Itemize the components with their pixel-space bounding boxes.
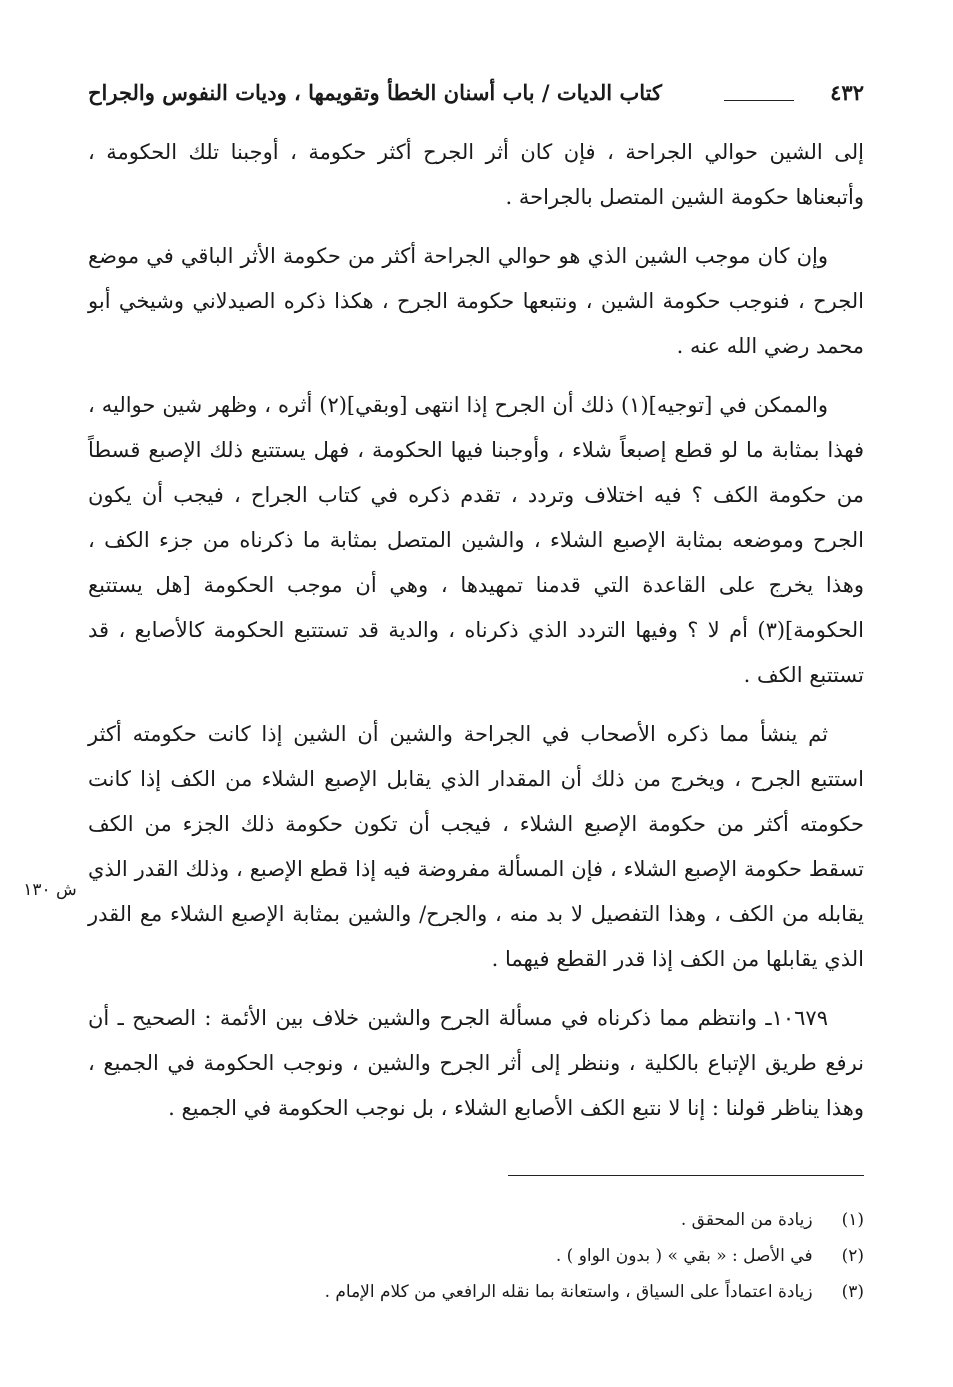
footnote-text: زيادة من المحقق . <box>680 1210 813 1230</box>
footnote-3 <box>88 1274 864 1310</box>
footnote-text: في الأصل : « بقي » ( بدون الواو ) . <box>555 1246 813 1266</box>
paragraph-4: ثم ينشأ مما ذكره الأصحاب في الجراحة والشين أن الشين إذا كانت حكومته أكثر استتبع الجرح ، ويخرج من ذلك أن المقدار الذي يقابل الإصبع الشلاء من الكف إذا كانت حكومته أكثر من حكومة الإصبع الشلاء ، فيجب أن تكون حكومة ذلك الجزء من الكف تسقط حكومة الإصبع الشلاء ، فإن المسألة مفروضة فيه إذا قطع الإصبع ، وذلك القدر الذي يقابله من الكف ، وهذا التفصيل لا بد منه ، والجرح/ والشين بمثابة الإصبع الشلاء مع القدر الذي يقابلها من الكف إذا قدر القطع فيهما . <box>88 722 864 971</box>
paragraph-3: والممكن في [توجيه](١) ذلك أن الجرح إذا انتهى [وبقي](٢) أثره ، وظهر شين حواليه ، فهذا بمثابة ما لو قطع إصبعاً شلاء ، وأوجبنا فيها الحكومة ، فهل يستتبع ذلك الإصبع قسطاً من حكومة الكف ؟ فيه اختلاف وتردد ، تقدم ذكره في كتاب الجراح ، فيجب أن يكون الجرح وموضعه بمثابة الإصبع الشلاء ، والشين المتصل بمثابة ما ذكرناه من جزء الكف ، وهذا يخرج على القاعدة التي قدمنا تمهيدها ، وهي أن موجب الحكومة [هل يستتبع الحكومة](٣) أم لا ؟ وفيها التردد الذي ذكرناه ، والدية قد تستتبع الحكومة كالأصابع ، قد تستتبع الكف . <box>88 393 864 687</box>
main-text <box>88 130 864 1131</box>
footnote-number: (٣) <box>841 1282 864 1302</box>
running-header <box>88 80 864 120</box>
footnote-divider <box>508 1175 864 1176</box>
page-number: ٤٣٢ <box>830 80 864 105</box>
running-title: كتاب الديات / باب أسنان الخطأ وتقويمها ، وديات النفوس والجراح <box>88 80 662 105</box>
margin-manuscript-ref: ش ١٣٠ <box>23 880 77 900</box>
footnote-number: (١) <box>841 1210 864 1230</box>
paragraph-5: ١٠٦٧٩ـ وانتظم مما ذكرناه في مسألة الجرح والشين خلاف بين الأئمة : الصحيح ـ أن نرفع طريق الإتباع بالكلية ، وننظر إلى أثر الجرح والشين ، ونوجب الحكومة في الجميع ، وهذا يناظر قولنا : إنا لا نتبع الكف الأصابع الشلاء ، بل نوجب الحكومة في الجميع . <box>88 1006 864 1120</box>
footnote-2 <box>88 1238 864 1274</box>
paragraph-1: إلى الشين حوالي الجراحة ، فإن كان أثر الجرح أكثر حكومة ، أوجبنا تلك الحكومة ، وأتبعناها حكومة الشين المتصل بالجراحة . <box>88 140 864 209</box>
paragraph-2: وإن كان موجب الشين الذي هو حوالي الجراحة أكثر من حكومة الأثر الباقي في موضع الجرح ، فنوجب حكومة الشين ، ونتبعها حكومة الجرح ، هكذا ذكره الصيدلاني وشيخي أبو محمد رضي الله عنه . <box>88 244 864 358</box>
footnote-number: (٢) <box>841 1246 864 1266</box>
footnote-text: زيادة اعتماداً على السياق ، واستعانة بما نقله الرافعي من كلام الإمام . <box>324 1282 813 1302</box>
header-dash-rule <box>724 100 794 101</box>
footnotes <box>88 1202 864 1310</box>
footnote-1 <box>88 1202 864 1238</box>
